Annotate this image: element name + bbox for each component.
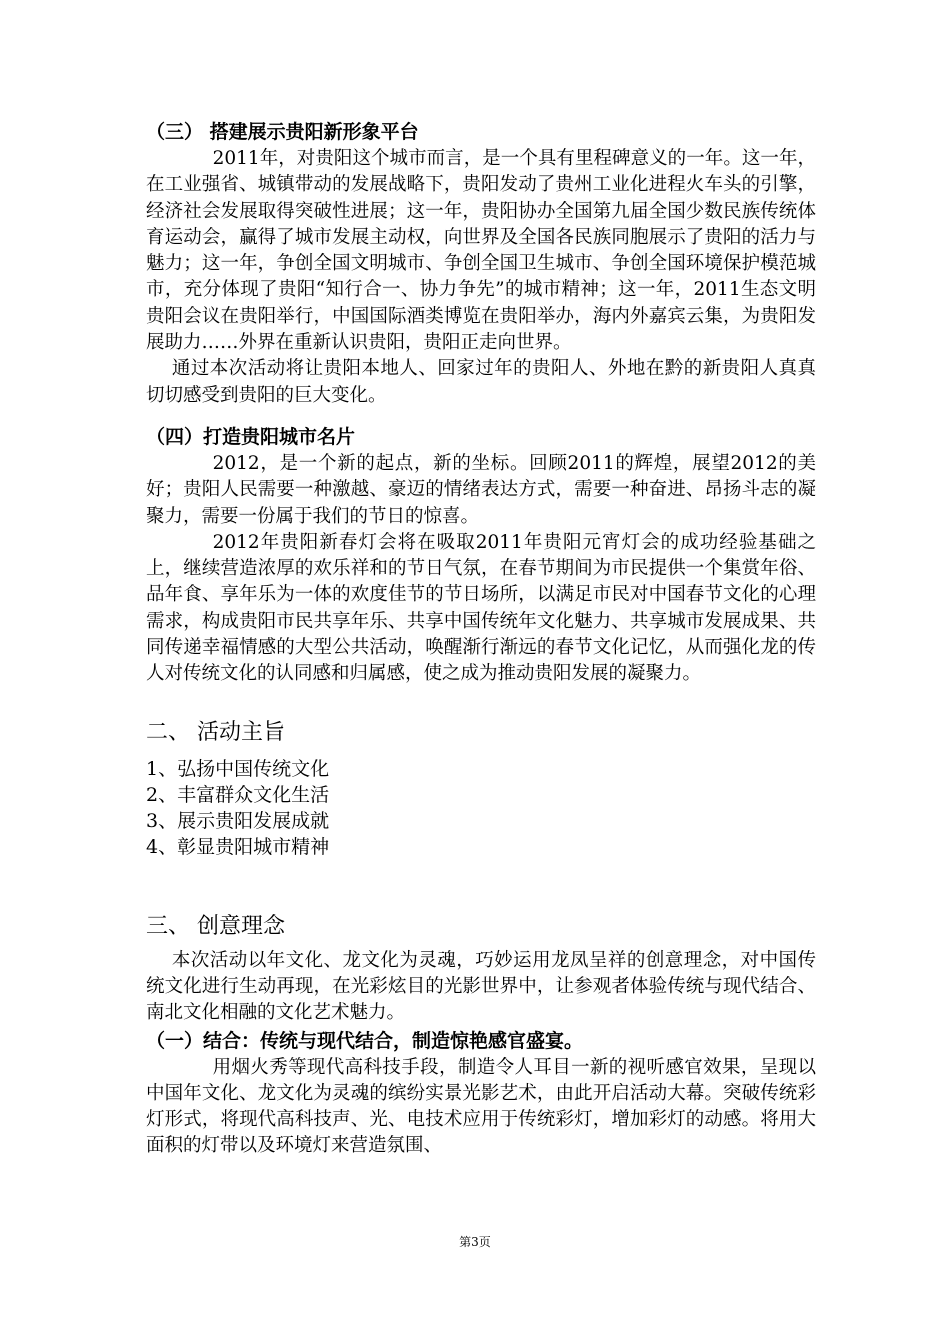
chapter-heading-aims: 二、 活动主旨 — [146, 719, 285, 745]
paragraph: 用烟火秀等现代高科技手段，制造令人耳目一新的视听感官效果，呈现以中国年文化、龙文化为灵魂的缤纷实景光影艺术，由此开启活动大幕。突破传统彩灯形式，将现代高科技声、光、电技术应用于传统彩灯，增加彩灯的动感。将用大面积的灯带以及环境灯来营造氛围、 — [146, 1056, 816, 1157]
list-item: 4、彰显贵阳城市精神 — [146, 835, 330, 858]
paragraph: 本次活动以年文化、龙文化为灵魂，巧妙运用龙凤呈祥的创意理念，对中国传统文化进行生动再现，在光彩炫目的光影世界中，让参观者体验传统与现代结合、南北文化相融的文化艺术魅力。 — [146, 949, 816, 1024]
section-heading-3: （三） 搭建展示贵阳新形象平台 — [146, 121, 419, 143]
page-number: 第3页 — [459, 1235, 491, 1249]
list-item: 2、丰富群众文化生活 — [146, 783, 330, 806]
paragraph: 2012年贵阳新春灯会将在吸取2011年贵阳元宵灯会的成功经验基础之上，继续营造浓厚的欢乐祥和的节日气氛，在春节期间为市民提供一个集赏年俗、品年食、享年乐为一体的欢度佳节的节日场所，以满足市民对中国春节文化的心理需求，构成贵阳市民共享年乐、共享中国传统年文化魅力、共享城市发展成果、共同传递幸福情感的大型公共活动，唤醒渐行渐远的春节文化记忆，从而强化龙的传人对传统文化的认同感和归属感，使之成为推动贵阳发展的凝聚力。 — [146, 531, 816, 685]
paragraph: 2012，是一个新的起点，新的坐标。回顾2011的辉煌，展望2012的美好；贵阳人民需要一种激越、豪迈的情绪表达方式，需要一种奋进、昂扬斗志的凝聚力，需要一份属于我们的节日的惊喜。 — [146, 452, 816, 527]
section-heading-4: （四）打造贵阳城市名片 — [146, 425, 356, 448]
chapter-heading-concept: 三、 创意理念 — [146, 913, 285, 939]
paragraph: 2011年，对贵阳这个城市而言，是一个具有里程碑意义的一年。这一年，在工业强省、城镇带动的发展战略下，贵阳发动了贵州工业化进程火车头的引擎，经济社会发展取得突破性进展；这一年，贵阳协办全国第九届全国少数民族传统体育运动会，赢得了城市发展主动权，向世界及全国各民族同胞展示了贵阳的活力与魅力；这一年，争创全国文明城市、争创全国卫生城市、争创全国环境保护模范城市，充分体现了贵阳“知行合一、协力争先”的城市精神；这一年，2011生态文明贵阳会议在贵阳举行，中国国际酒类博览在贵阳举办，海内外嘉宾云集，为贵阳发展助力……外界在重新认识贵阳，贵阳正走向世界。 — [146, 148, 816, 354]
page-body — [146, 118, 816, 1160]
paragraph: 通过本次活动将让贵阳本地人、回家过年的贵阳人、外地在黔的新贵阳人真真切切感受到贵阳的巨大变化。 — [146, 358, 816, 406]
subsection-heading: （一）结合：传统与现代结合，制造惊艳感官盛宴。 — [146, 1029, 584, 1052]
list-item: 1、弘扬中国传统文化 — [146, 757, 330, 780]
list-item: 3、展示贵阳发展成就 — [146, 809, 330, 832]
